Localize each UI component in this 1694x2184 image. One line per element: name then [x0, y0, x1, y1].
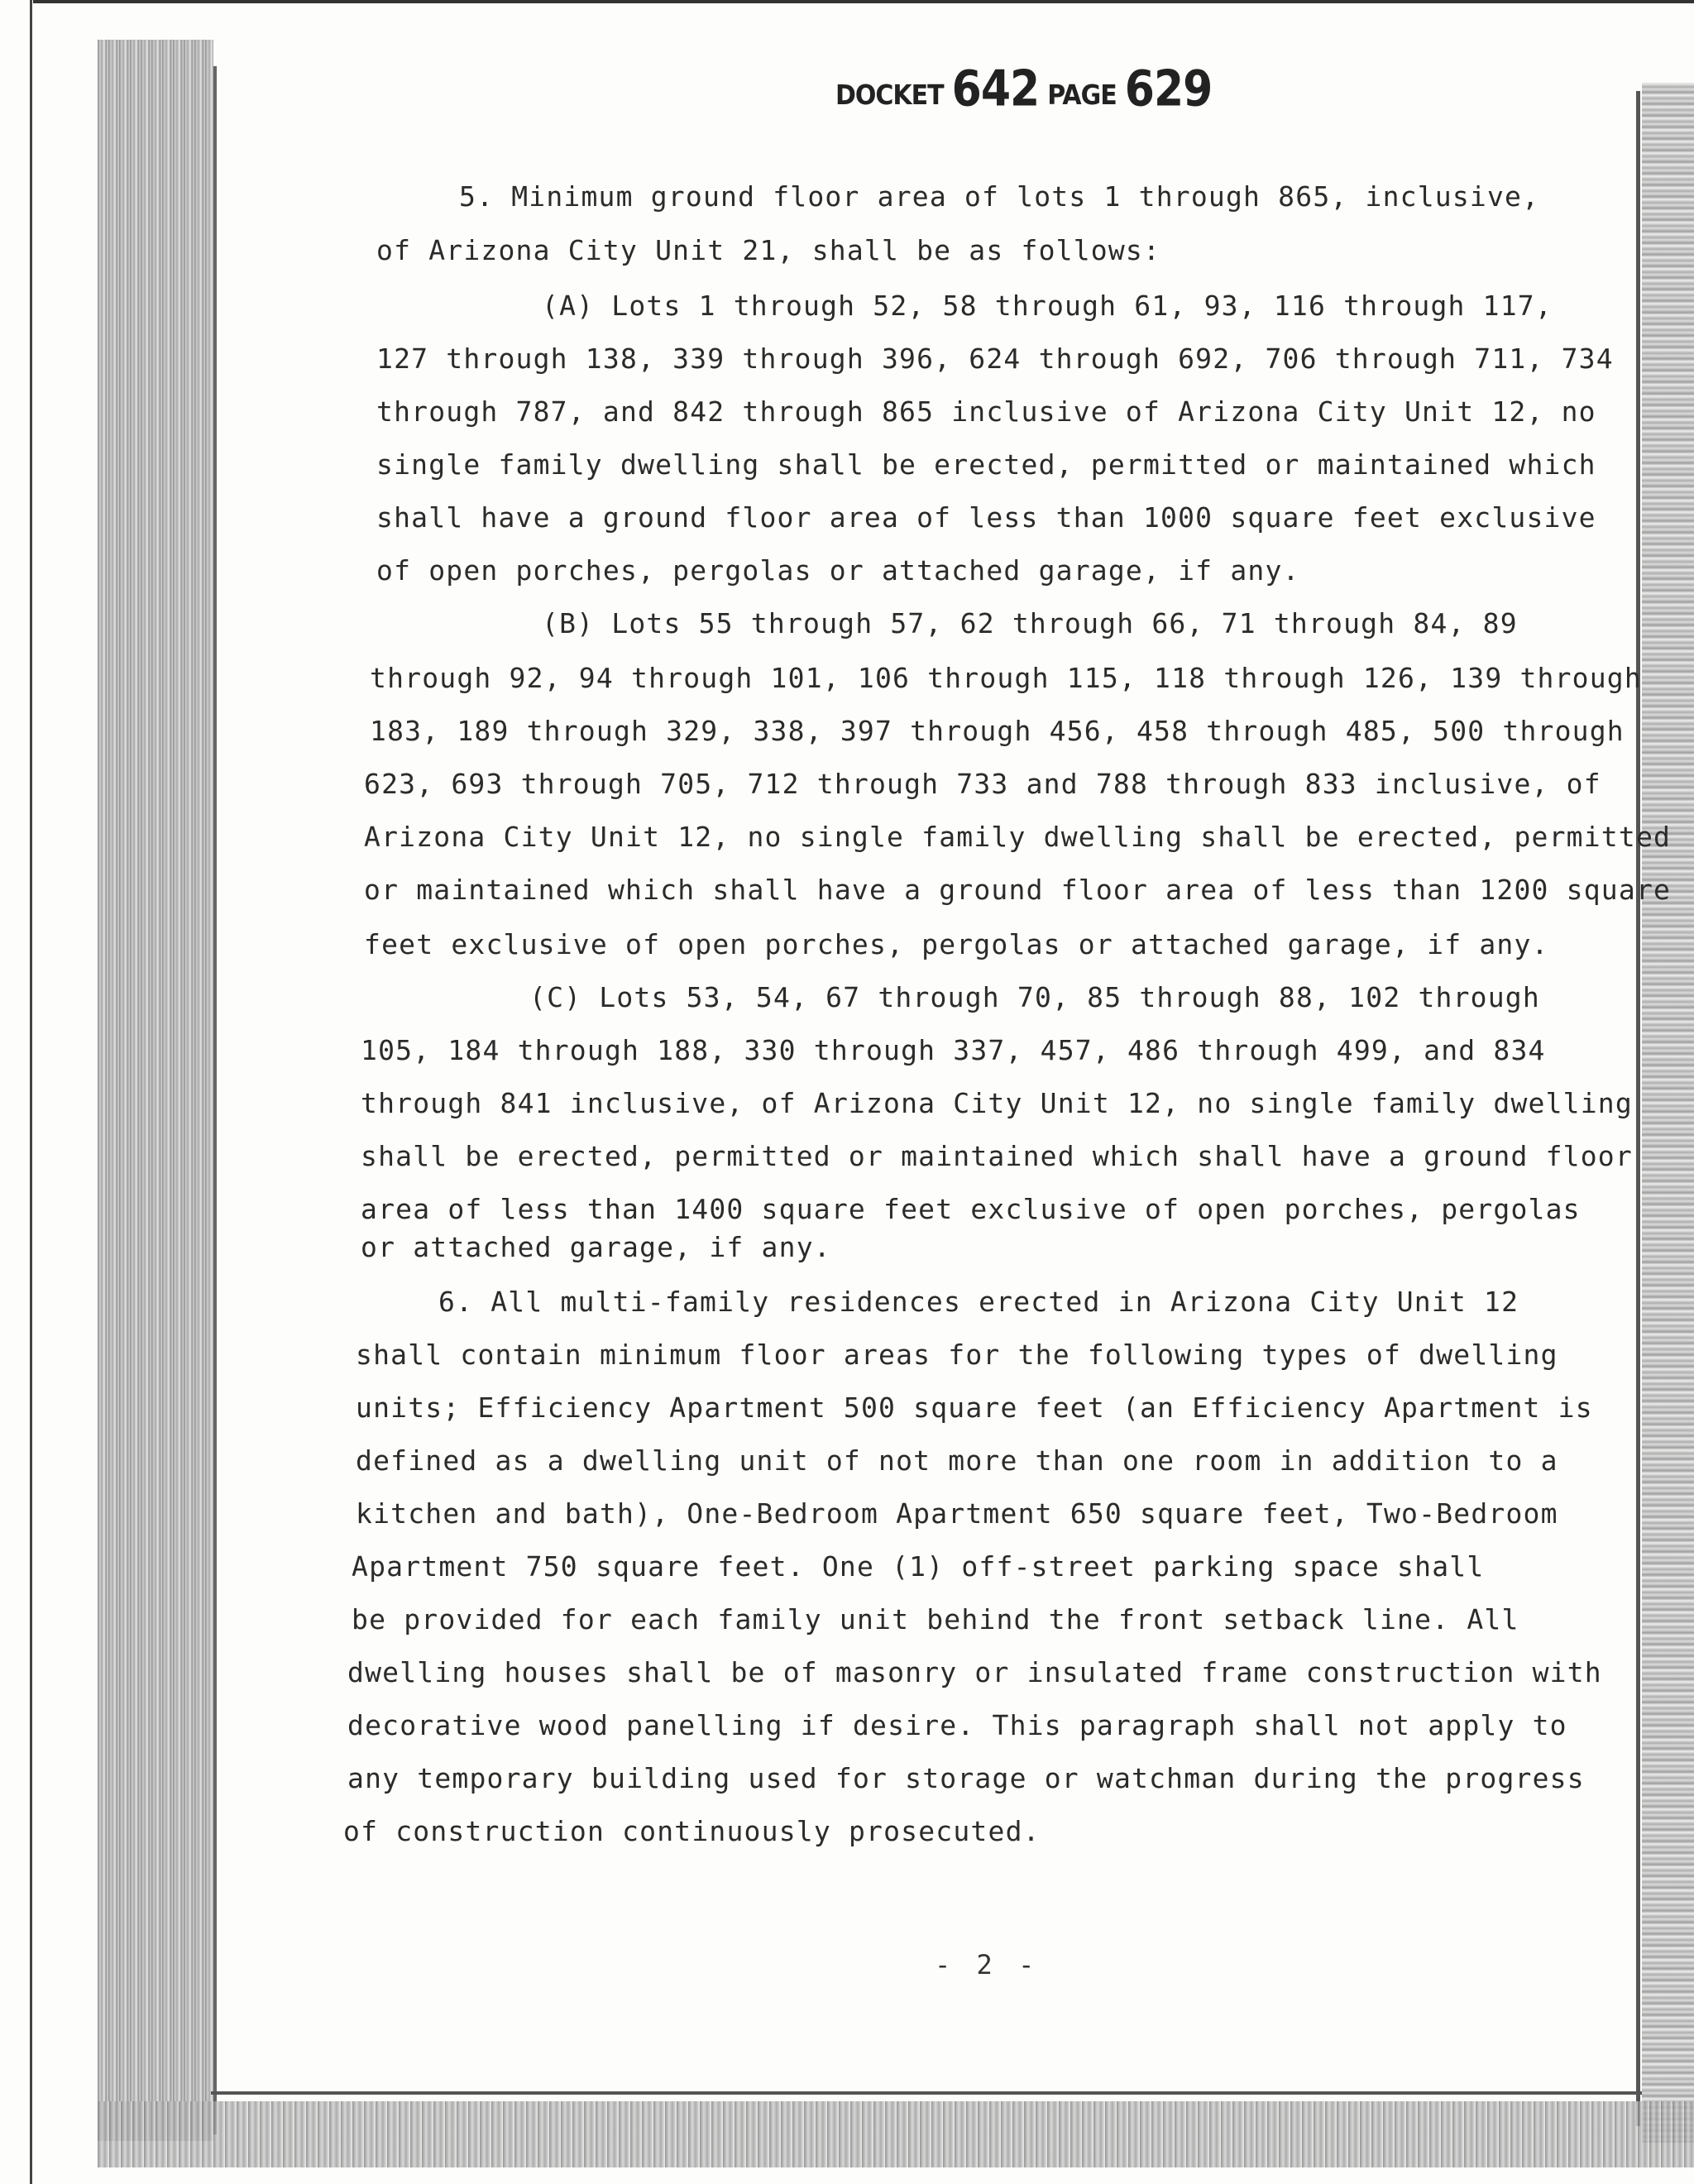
text-line: or attached garage, if any. [361, 1231, 831, 1263]
text-line: dwelling houses shall be of masonry or insulated frame construction with [347, 1656, 1602, 1688]
text-line: Apartment 750 square feet. One (1) off-street parking space shall [352, 1550, 1485, 1583]
text-line: shall contain minimum floor areas for the following types of dwelling [356, 1339, 1558, 1371]
left-scan-border [98, 40, 213, 2141]
page-stamp-number: 629 [1124, 60, 1213, 118]
text-line: any temporary building used for storage or watchman during the progress [347, 1762, 1585, 1794]
top-rule [33, 0, 1694, 3]
text-line: 105, 184 through 188, 330 through 337, 457, 486 through 499, and 834 [361, 1034, 1546, 1066]
text-line: be provided for each family unit behind the front setback line. All [352, 1603, 1519, 1636]
docket-number: 642 [951, 60, 1040, 118]
text-line: through 787, and 842 through 865 inclusive of Arizona City Unit 12, no [376, 395, 1596, 428]
page-label: PAGE [1047, 79, 1117, 112]
bottom-scan-border [98, 2101, 1694, 2167]
text-line: single family dwelling shall be erected, permitted or maintained which [376, 448, 1596, 481]
text-line: of construction continuously prosecuted. [343, 1815, 1041, 1847]
text-line: 6. All multi-family residences erected in Arizona City Unit 12 [438, 1286, 1519, 1318]
docket-label: DOCKET [835, 79, 944, 112]
text-line: of Arizona City Unit 21, shall be as follows: [376, 234, 1161, 266]
right-scan-border [1642, 83, 1694, 2143]
text-line: (C) Lots 53, 54, 67 through 70, 85 through 88, 102 through [529, 981, 1540, 1013]
text-line: shall have a ground floor area of less than 1000 square feet exclusive [376, 501, 1596, 534]
text-line: feet exclusive of open porches, pergolas or attached garage, if any. [364, 928, 1549, 960]
left-inner-rule [213, 66, 217, 2134]
text-line: 183, 189 through 329, 338, 397 through 456, 458 through 485, 500 through [370, 715, 1625, 747]
docket-stamp [835, 60, 1213, 122]
page-number: - 2 - [935, 1949, 1040, 1980]
text-line: through 841 inclusive, of Arizona City Unit 12, no single family dwelling [361, 1087, 1633, 1119]
text-line: 127 through 138, 339 through 396, 624 through 692, 706 through 711, 734 [376, 342, 1614, 375]
text-line: decorative wood panelling if desire. This paragraph shall not apply to [347, 1709, 1567, 1741]
text-line: 5. Minimum ground floor area of lots 1 through 865, inclusive, [459, 180, 1540, 213]
text-line: of open porches, pergolas or attached garage, if any. [376, 554, 1300, 587]
bottom-inner-rule [211, 2091, 1642, 2095]
text-line: kitchen and bath), One-Bedroom Apartment 650 square feet, Two-Bedroom [356, 1497, 1558, 1530]
text-line: through 92, 94 through 101, 106 through 115, 118 through 126, 139 through [370, 662, 1642, 694]
right-inner-rule [1636, 91, 1640, 2126]
text-line: 623, 693 through 705, 712 through 733 and 788 through 833 inclusive, of [364, 768, 1601, 800]
text-line: Arizona City Unit 12, no single family dwelling shall be erected, permitted [364, 821, 1672, 853]
text-line: or maintained which shall have a ground floor area of less than 1200 square [364, 874, 1672, 906]
text-line: area of less than 1400 square feet exclusive of open porches, pergolas [361, 1193, 1581, 1225]
left-edge-line [30, 0, 32, 2184]
text-line: (A) Lots 1 through 52, 58 through 61, 93, 116 through 117, [542, 290, 1553, 322]
text-line: shall be erected, permitted or maintained which shall have a ground floor [361, 1140, 1633, 1172]
text-line: defined as a dwelling unit of not more than one room in addition to a [356, 1444, 1558, 1477]
text-line: (B) Lots 55 through 57, 62 through 66, 71 through 84, 89 [542, 607, 1518, 639]
text-line: units; Efficiency Apartment 500 square feet (an Efficiency Apartment is [356, 1391, 1593, 1424]
